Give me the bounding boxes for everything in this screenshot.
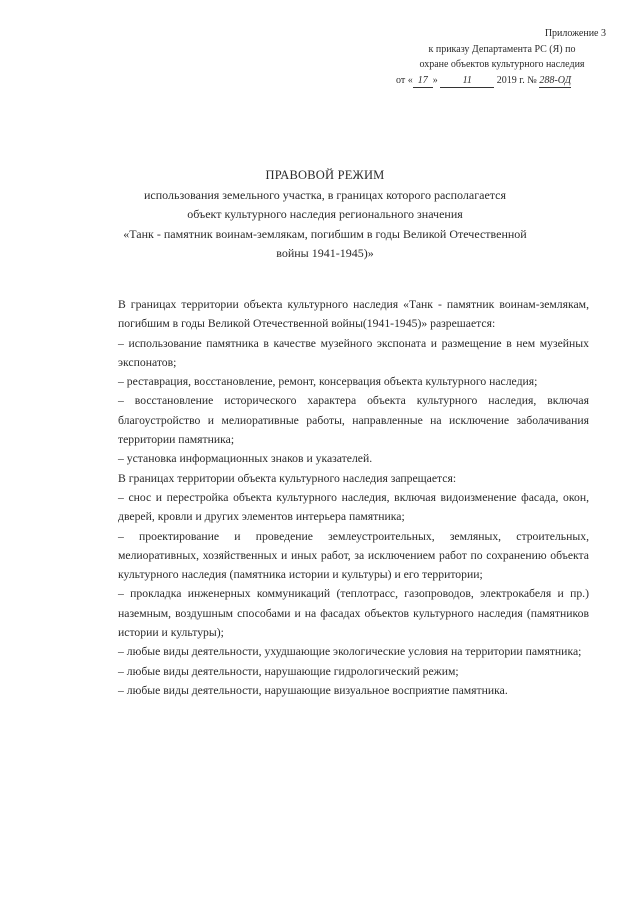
- appendix-date-line: [396, 73, 608, 89]
- title-subline: использования земельного участка, в границах которого располагается: [143, 187, 507, 202]
- body-paragraph: – установка информационных знаков и указателей.: [118, 452, 373, 466]
- body-paragraph: – реставрация, восстановление, ремонт, консервация объекта культурного наследия;: [118, 375, 538, 389]
- appendix-header: [396, 26, 608, 88]
- body-paragraph: – любые виды деятельности, нарушающие визуальное восприятие памятника.: [118, 683, 508, 697]
- body-paragraph: – проектирование и проведение землеустроительных, земляных, строительных, мелиоративных, хозяйственных и иных работ, за исключением работ по сохранению объекта культурного наследия (памятника истории и культуры) и его территории;: [118, 529, 589, 582]
- body-paragraph: – восстановление исторического характера объекта культурного наследия, включая благоустройство и мелиоративные работы, направленные на исключение заболачивания территории памятника;: [118, 394, 589, 447]
- body-paragraph: – снос и перестройка объекта культурного наследия, включая видоизменение фасада, окон, дверей, кровли и других элементов интерьера памятника;: [118, 490, 589, 524]
- title-subline: объект культурного наследия регионального значения: [187, 207, 463, 221]
- body-paragraph: – любые виды деятельности, нарушающие гидрологический режим;: [118, 664, 459, 678]
- document-body: [118, 295, 589, 700]
- appendix-department: охране объектов культурного наследия: [419, 59, 585, 70]
- date-day: 17: [413, 75, 433, 88]
- body-paragraph: В границах территории объекта культурного наследия запрещается:: [118, 471, 457, 485]
- title-subline: «Танк - памятник воинам-землякам, погибшим в годы Великой Отечественной: [123, 226, 527, 241]
- date-year: 2019 г. №: [496, 74, 537, 86]
- appendix-order-ref: к приказу Департамента РС (Я) по: [428, 43, 576, 55]
- appendix-title: Приложение 3: [544, 28, 606, 39]
- body-paragraph: – любые виды деятельности, ухудшающие экологические условия на территории памятника;: [118, 645, 582, 659]
- date-mid: »: [432, 74, 438, 86]
- body-paragraph: – использование памятника в качестве музейного экспоната и размещение в нем музейных экспонатов;: [118, 336, 589, 369]
- body-paragraph: В границах территории объекта культурного наследия «Танк - памятник воинам-землякам, погибшим в годы Великой Отечественной войны(1941-1945)» разрешается:: [118, 298, 589, 331]
- order-number: 288-ОД: [539, 74, 572, 86]
- document-title-block: [90, 166, 560, 264]
- document-title: ПРАВОВОЙ РЕЖИМ: [265, 168, 385, 182]
- date-prefix: от «: [396, 74, 413, 86]
- body-paragraph: – прокладка инженерных коммуникаций (теплотрасс, газопроводов, электрокабеля и пр.) наземным, воздушным способами и на фасадах объектов культурного наследия (памятников истории и культуры);: [118, 587, 589, 640]
- date-month: 11: [440, 75, 494, 88]
- title-subline: войны 1941-1945)»: [276, 246, 374, 260]
